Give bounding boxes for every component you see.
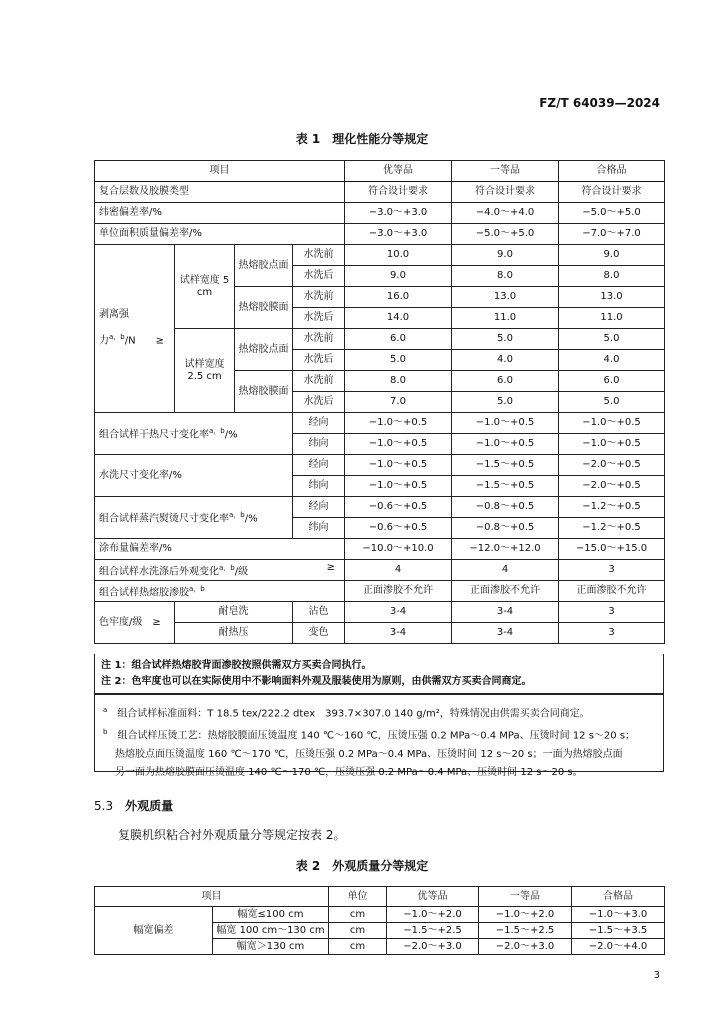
direction-warp: 经向: [293, 497, 345, 518]
note-2: 注 2：色牢度也可以在实际使用中不影响面料外观及服装使用为原则，由供需双方买卖合同商定。: [101, 676, 532, 687]
fastness-heat: 耐热压: [175, 623, 293, 644]
fastness-change: 变色: [293, 623, 345, 644]
peel-dot-5: 热熔胶点面: [235, 245, 293, 287]
table2-caption: 表 2 外观质量分等规定: [295, 859, 429, 873]
direction-weft: 纬向: [293, 434, 345, 455]
cell: −7.0～+7.0: [559, 224, 665, 245]
appearance-label: 组合试样水洗涤后外观变化$^{a,b}$/级 ≥: [95, 560, 345, 581]
peel-width-5: 试样宽度 5 cm: [175, 245, 235, 329]
table1-header-row: [95, 161, 665, 182]
table-row: [95, 539, 665, 560]
cell: 13.0: [559, 287, 665, 308]
footnote-a: $^a$ 组合试样标准面料：T 18.5 tex/222.2 dtex 393.7×307.0 140 g/m²，特殊情况由供需买卖合同商定。: [103, 706, 590, 720]
cell: 16.0: [345, 287, 452, 308]
cell: 符合设计要求: [345, 182, 452, 203]
cell: 3-4: [345, 602, 452, 623]
direction-weft: 纬向: [293, 476, 345, 497]
seep-label: 组合试样热熔胶渗胶$^{a,b}$: [95, 581, 345, 602]
cell: 5.0: [559, 392, 665, 413]
steam-label: 组合试样蒸汽熨烫尺寸变化率$^{a,b}$/%: [95, 497, 293, 539]
page-number: 3: [653, 970, 660, 981]
cell: −1.2～+0.5: [559, 518, 665, 539]
cell: 正面渗胶不允许: [345, 581, 452, 602]
header-excellent: 优等品: [387, 887, 479, 907]
cell: 5.0: [559, 329, 665, 350]
cell: 3: [559, 623, 665, 644]
cell: −1.5～+0.5: [452, 455, 559, 476]
cell: −1.5～+2.5: [479, 923, 572, 939]
header-first: 一等品: [479, 887, 572, 907]
cell: −1.0～+0.5: [345, 455, 452, 476]
cell: −1.0～+0.5: [452, 413, 559, 434]
peel-after: 水洗后: [293, 392, 345, 413]
cell: 9.0: [345, 266, 452, 287]
ge-sign: ≥: [326, 561, 335, 573]
section-paragraph: 复膜机织粘合衬外观质量分等规定按表 2。: [118, 828, 346, 842]
cell: −3.0～+3.0: [345, 203, 452, 224]
sub-item: 幅宽 100 cm～130 cm: [213, 923, 329, 939]
peel-film-25: 热熔胶膜面: [235, 371, 293, 413]
table-row: [95, 623, 665, 644]
cell: 3-4: [452, 602, 559, 623]
cell: cm: [329, 923, 387, 939]
table2: [94, 886, 665, 955]
footnote-b-line: 热熔胶点面压烫温度 160 ℃～170 ℃，压烫压强 0.2 MPa～0.4 MPa、压烫时间 12 s～20 s；一面为热熔胶点面: [115, 748, 623, 760]
table-row: [95, 455, 665, 476]
cell: 8.0: [452, 266, 559, 287]
footnote-b-line: 另一面为热熔胶膜面压烫温度 140 ℃～170 ℃，压烫压强 0.2 MPa～0.4 MPa、压烫时间 12 s～20 s。: [115, 766, 583, 778]
row-label: 复合层数及胶膜类型: [95, 182, 345, 203]
cell: −0.6～+0.5: [345, 518, 452, 539]
cell: −5.0～+5.0: [559, 203, 665, 224]
cell: −1.0～+0.5: [345, 434, 452, 455]
cell: 13.0: [452, 287, 559, 308]
cell: 7.0: [345, 392, 452, 413]
cell: 3: [559, 560, 665, 581]
cell: 9.0: [559, 245, 665, 266]
cell: 3: [559, 602, 665, 623]
cell: −3.0～+3.0: [345, 224, 452, 245]
table1: [94, 160, 665, 644]
cell: 5.0: [345, 350, 452, 371]
cell: −1.0～+0.5: [452, 434, 559, 455]
peel-after: 水洗后: [293, 266, 345, 287]
dry-heat-label: 组合试样干热尺寸变化率$^{a,b}$/%: [95, 413, 293, 455]
width-deviation-label: 幅宽偏差: [95, 907, 213, 955]
cell: −0.8～+0.5: [452, 497, 559, 518]
section-heading: 5.3 外观质量: [94, 799, 174, 813]
peel-after: 水洗后: [293, 350, 345, 371]
table-row: [95, 602, 665, 623]
cell: −1.2～+0.5: [559, 497, 665, 518]
cell: −2.0～+0.5: [559, 455, 665, 476]
header-qualified: 合格品: [572, 887, 665, 907]
cell: 5.0: [452, 392, 559, 413]
cell: −15.0～+15.0: [559, 539, 665, 560]
cell: 14.0: [345, 308, 452, 329]
fastness-stain: 沾色: [293, 602, 345, 623]
table-row: [95, 413, 665, 434]
sub-item: 幅宽≤100 cm: [213, 907, 329, 923]
direction-warp: 经向: [293, 413, 345, 434]
cell: −5.0～+5.0: [452, 224, 559, 245]
cell: −2.0～+3.0: [479, 939, 572, 955]
cell: 6.0: [452, 371, 559, 392]
cell: −10.0～+10.0: [345, 539, 452, 560]
cell: 4.0: [452, 350, 559, 371]
peel-dot-25: 热熔胶点面: [235, 329, 293, 371]
wash-label: 水洗尺寸变化率/%: [95, 455, 293, 497]
cell: 符合设计要求: [559, 182, 665, 203]
cell: −2.0～+4.0: [572, 939, 665, 955]
cell: −1.5～+3.5: [572, 923, 665, 939]
table-row: [95, 245, 665, 266]
cell: −1.0～+2.0: [387, 907, 479, 923]
peel-before: 水洗前: [293, 329, 345, 350]
cell: 正面渗胶不允许: [559, 581, 665, 602]
cell: −1.5～+2.5: [387, 923, 479, 939]
fastness-soap: 耐皂洗: [175, 602, 293, 623]
direction-weft: 纬向: [293, 518, 345, 539]
table1-notes: [94, 654, 664, 694]
table-row: [95, 581, 665, 602]
cell: −0.8～+0.5: [452, 518, 559, 539]
fastness-label: 色牢度/级 ≥: [95, 602, 175, 644]
peel-before: 水洗前: [293, 245, 345, 266]
peel-after: 水洗后: [293, 308, 345, 329]
peel-width-25: 试样宽度 2.5 cm: [175, 329, 235, 413]
cell: 正面渗胶不允许: [452, 581, 559, 602]
table-row: [95, 203, 665, 224]
cell: −1.0～+0.5: [345, 413, 452, 434]
table-row: [95, 560, 665, 581]
row-label: 纬密偏差率/%: [95, 203, 345, 224]
header-first: 一等品: [452, 161, 559, 182]
table1-footnotes: [94, 694, 664, 778]
cell: 11.0: [559, 308, 665, 329]
cell: 4: [345, 560, 452, 581]
cell: 8.0: [345, 371, 452, 392]
cell: 6.0: [559, 371, 665, 392]
cell: −1.0～+2.0: [479, 907, 572, 923]
cell: 5.0: [452, 329, 559, 350]
header-item: 项目: [95, 161, 345, 182]
cell: −1.0～+0.5: [559, 413, 665, 434]
cell: 3-4: [345, 623, 452, 644]
table-row: [95, 329, 665, 350]
cell: 4.0: [559, 350, 665, 371]
table2-header-row: [95, 887, 665, 907]
cell: −1.0～+0.5: [559, 434, 665, 455]
cell: −2.0～+3.0: [387, 939, 479, 955]
cell: 6.0: [345, 329, 452, 350]
peel-label: 剥离强 力$^{a,b}$/N ≥: [95, 245, 175, 413]
cell: 4: [452, 560, 559, 581]
cell: 符合设计要求: [452, 182, 559, 203]
peel-before: 水洗前: [293, 371, 345, 392]
note-1: 注 1：组合试样热熔胶背面渗胶按照供需双方买卖合同执行。: [101, 660, 372, 671]
cell: −12.0～+12.0: [452, 539, 559, 560]
footnote-b: $^b$ 组合试样压烫工艺：热熔胶膜面压烫温度 140 ℃～160 ℃，压烫压强 0.2 MPa～0.4 MPa、压烫时间 12 s～20 s；: [103, 728, 636, 742]
header-unit: 单位: [329, 887, 387, 907]
cell: −1.0～+0.5: [345, 476, 452, 497]
direction-warp: 经向: [293, 455, 345, 476]
header-qualified: 合格品: [559, 161, 665, 182]
peel-film-5: 热熔胶膜面: [235, 287, 293, 329]
table-row: [95, 224, 665, 245]
cell: 8.0: [559, 266, 665, 287]
table-row: [95, 907, 665, 923]
coating-label: 涂布量偏差率/%: [95, 539, 345, 560]
cell: −2.0～+0.5: [559, 476, 665, 497]
peel-before: 水洗前: [293, 287, 345, 308]
header-item: 项目: [95, 887, 329, 907]
cell: 3-4: [452, 623, 559, 644]
standard-number: FZ/T 64039—2024: [539, 96, 660, 110]
cell: −1.5～+0.5: [452, 476, 559, 497]
table-row: [95, 497, 665, 518]
row-label: 单位面积质量偏差率/%: [95, 224, 345, 245]
cell: 9.0: [452, 245, 559, 266]
table-row: [95, 182, 665, 203]
table1-caption: 表 1 理化性能分等规定: [295, 132, 429, 146]
sub-item: 幅宽＞130 cm: [213, 939, 329, 955]
cell: −1.0～+3.0: [572, 907, 665, 923]
cell: 11.0: [452, 308, 559, 329]
cell: −0.6～+0.5: [345, 497, 452, 518]
cell: −4.0～+4.0: [452, 203, 559, 224]
cell: cm: [329, 907, 387, 923]
header-excellent: 优等品: [345, 161, 452, 182]
cell: cm: [329, 939, 387, 955]
cell: 10.0: [345, 245, 452, 266]
